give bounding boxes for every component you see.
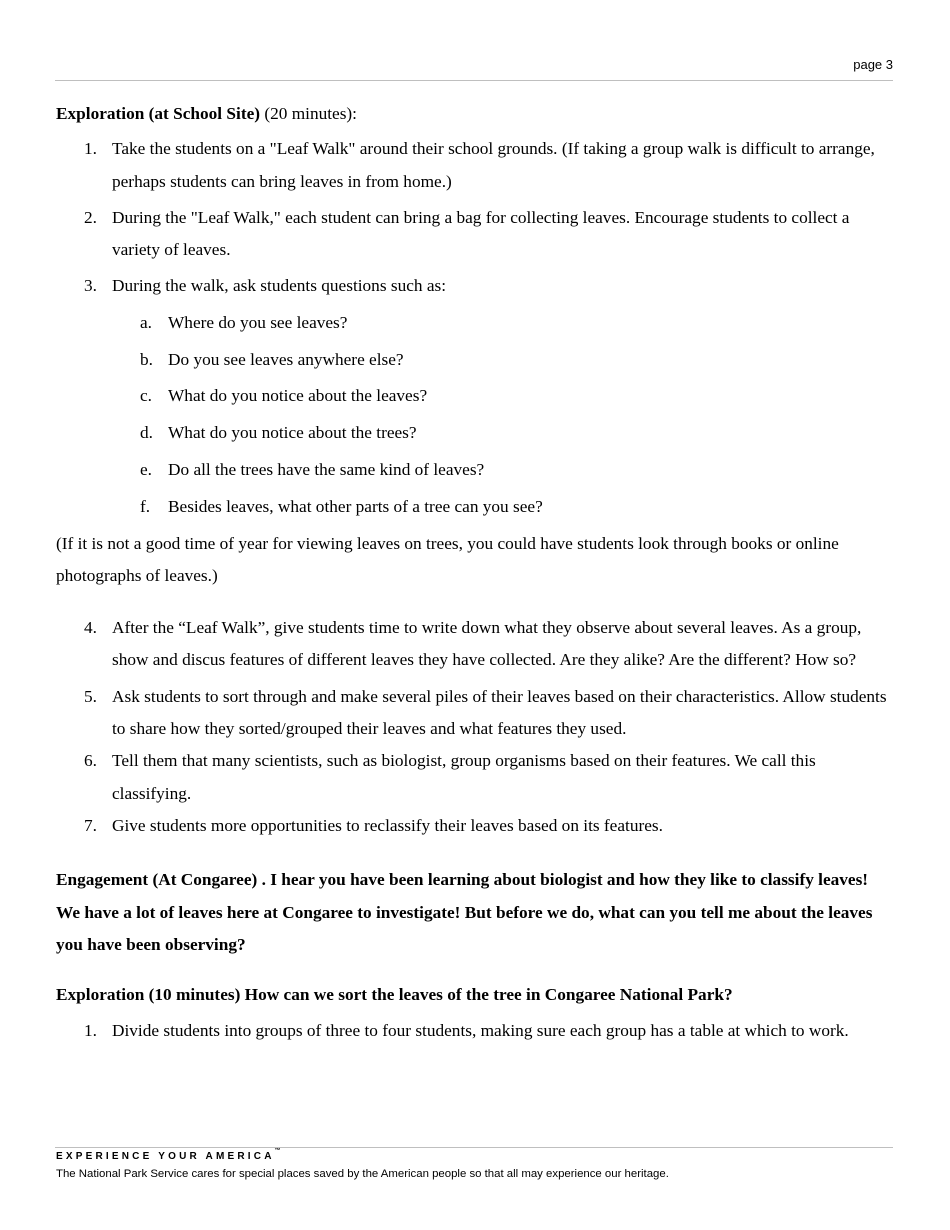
section-heading-2: Exploration (10 minutes) How can we sort the leaves of the tree in Congaree National Park? [56,985,733,1005]
document-body [56,98,896,1052]
exploration-list-2 [56,1015,896,1047]
sublist-item: f. Besides leaves, what other parts of a tree can you see? [140,496,543,516]
page-number: page 3 [853,57,893,72]
section-heading [56,98,896,130]
seasonal-note: (If it is not a good time of year for viewing leaves on trees, you could have students look through books or online photographs of leaves.) [56,533,839,585]
footer-rule [55,1147,893,1148]
exploration-list-continued [56,612,896,842]
list-item: 4. After the “Leaf Walk”, give students time to write down what they observe about several leaves. As a group, show and discus features of different leaves they have collected. Are they alike? Are the different? How so? [84,618,862,670]
sublist-item: b. Do you see leaves anywhere else? [140,349,404,369]
question-sublist [56,307,896,523]
footer-text: The National Park Service cares for special places saved by the American people so that all may experience our heritage. [56,1168,669,1180]
list-item: 1. Take the students on a "Leaf Walk" around their school grounds. (If taking a group walk is difficult to arrange, perhaps students can bring leaves in from home.) [84,139,875,191]
section-heading-bold: Exploration (at School Site) [56,104,261,123]
list-item: 2. During the "Leaf Walk," each student can bring a bag for collecting leaves. Encourage students to collect a variety of leaves. [84,207,850,260]
list-item: 3. During the walk, ask students questions such as: [84,276,447,296]
trademark-symbol: ™ [274,1148,281,1154]
engagement-paragraph: Engagement (At Congaree) . I hear you have been learning about biologist and how they like to classify leaves! We have a lot of leaves here at Congaree to investigate! But before we do, what can you tell me about the leaves you have been observing? [56,870,873,954]
exploration-list [56,133,896,302]
sublist-item: c. What do you notice about the leaves? [140,386,428,406]
list-item: 5. Ask students to sort through and make several piles of their leaves based on their characteristics. Allow students to share how they sorted/grouped their leaves and what features they used. [84,686,887,739]
header-rule [55,80,893,81]
sublist-item: a. Where do you see leaves? [140,312,348,332]
footer-brand: EXPERIENCE YOUR AMERICA™ [56,1148,281,1162]
list-item: 6. Tell them that many scientists, such as biologist, group organisms based on their features. We call this classifying. [84,751,816,803]
section-heading-duration: (20 minutes): [260,104,357,123]
list-item: 1. Divide students into groups of three to four students, making sure each group has a table at which to work. [84,1021,849,1041]
list-item: 7. Give students more opportunities to reclassify their leaves based on its features. [84,815,663,835]
sublist-item: e. Do all the trees have the same kind of leaves? [140,459,485,479]
sublist-item: d. What do you notice about the trees? [140,423,417,443]
